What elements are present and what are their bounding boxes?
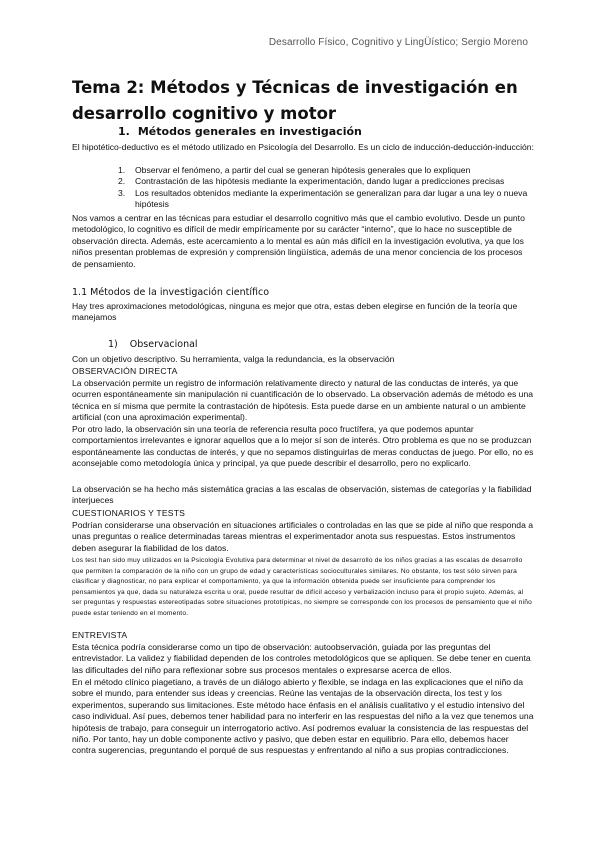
paragraph: Con un objetivo descriptivo. Su herramienta, valga la redundancia, es la observación: [72, 354, 395, 364]
chapter-title: Tema 2: Métodos y Técnicas de investigación en desarrollo cognitivo y motor: [72, 78, 518, 123]
section-number: 1.: [118, 125, 130, 138]
list-number: 2.: [118, 176, 126, 187]
method-number: 1): [108, 339, 118, 350]
paragraph: La observación se ha hecho más sistemática gracias a las escalas de observación, sistemas de categorías y la fiabilidad interjueces: [72, 484, 532, 506]
paragraph: La observación permite un registro de información relativamente directo y natural de las conductas de interés, ya que ocurren espontáneamente sin manipulación ni cuantificación de lo observado. La observación además de método es una técnica en sí misma que permite la contrastación de hipótesis. Esta puede darse en un ambiente natural o un ambiente artificial (con una aproximación experimental).: [72, 378, 534, 423]
list-item: [118, 176, 538, 187]
list-number: 3.: [118, 187, 126, 198]
running-header: Desarrollo Físico, Cognitivo y LingÜístico; Sergio Moreno: [268, 37, 528, 48]
subheading-direct-observation: OBSERVACIÓN DIRECTA: [72, 366, 178, 376]
section-intro: El hipotético-deductivo es el método utilizado en Psicología del Desarrollo. Es un ciclo de inducción-deducción-inducción:: [72, 142, 534, 152]
subsection-heading: 1.1 Métodos de la investigación científico: [72, 287, 270, 298]
small-print-paragraph: Los test han sido muy utilizados en la Psicología Evolutiva para determinar el nivel de desarrollo de los niños gracias a las escalas de desarrollo que permiten la comparación de la niño con un grupo de edad y características socioculturales similares. No obstante, los test sólo sirven para clasificar y diagnosticar, no para explicar el comportamiento, ya que la información obtenida puede ser insuficiente para comprender los pensamientos ya que, dada su naturaleza escrita u oral, puede resultar de difícil acceso y verbalización incluso para el propio sujeto. Además, al ser preguntas y respuestas estereotipadas sobre situaciones prototípicas, no siempre se corresponde con los procesos de pensamiento que el niño puede estar teniendo en el momento.: [72, 557, 533, 617]
method-heading: [108, 339, 198, 350]
subheading-questionnaires: CUESTIONARIOS Y TESTS: [72, 508, 186, 518]
paragraph: Esta técnica podría considerarse como un tipo de observación: autoobservación, guiada por las preguntas del entrevistador. La validez y fiabilidad dependen de los controles metodológicos que se apliquen. Se debe tener en cuenta las dificultades del niño para reflexionar sobre sus procesos mentales o expresarse acerca de ellos.: [72, 642, 531, 675]
paragraph: Podrían considerarse una observación en situaciones artificiales o controladas en las que se pide al niño que responda a unas preguntas o realice determinadas tareas mientras el experimentador anota sus respuestas. Estos instrumentos deben asegurar la fiabilidad de los datos.: [72, 520, 534, 553]
list-number: 1.: [118, 165, 126, 175]
list-text: Los resultados obtenidos mediante la experimentación se generalizan para dar lugar a una ley o nueva hipótesis: [135, 187, 528, 210]
paragraph: Por otro lado, la observación sin una teoría de referencia resulta poco fructífera, ya que podemos apuntar comportamientos irrelevantes e ignorar aquellos que a lo mejor sí son de interés. Otro problema es que no se produzcan espontáneamente las conductas de interés, y que no sepamos distinguirlas de meras conductas de juego. Por ello, no es aconsejable como metodología única y principal, ya que puede describir el desarrollo, pero no explicarlo.: [72, 424, 534, 469]
list-item: [118, 165, 538, 176]
method-heading-text: Observacional: [129, 339, 198, 350]
section-heading-text: Métodos generales en investigación: [137, 125, 362, 138]
section-heading-1: [118, 125, 362, 138]
paragraph: En el método clínico piagetiano, a través de un diálogo abierto y flexible, se indaga en las explicaciones que el niño da sobre el mundo, para entender sus ideas y creencias. Reúne las ventajas de la observación directa, los test y los experimentos, superando sus limitaciones. Este método hace énfasis en el análisis cualitativo y el estudio intensivo del caso individual. Así pues, debemos tener habilidad para no interferir en las respuestas del niño a la vez que tenemos una hipótesis de trabajo, para conseguir un interrogatorio activo. Así podremos evaluar la consistencia de las respuestas del niño. Por tanto, hay un doble componente activo y pasivo, que deben estar en equilibrio. Para ello, debemos hacer contra sugerencias, preguntando el porqué de sus respuestas y enfrentando al niño a sus propias contradicciones.: [72, 677, 534, 756]
list-item: [118, 188, 538, 211]
method-steps-list: [118, 165, 538, 211]
paragraph: Hay tres aproximaciones metodológicas, ninguna es mejor que otra, estas deben elegirse en función de la teoría que manejamos: [72, 301, 518, 323]
subheading-interview: ENTREVISTA: [72, 630, 128, 640]
list-text: Contrastación de las hipótesis mediante la experimentación, dando lugar a predicciones precisas: [135, 176, 505, 187]
paragraph: Nos vamos a centrar en las técnicas para estudiar el desarrollo cognitivo más que el cambio evolutivo. Desde un punto metodológico, lo cognitivo es difícil de medir empíricamente por su carácter “interno”, que lo hace no susceptible de observación directa. Además, este acercamiento a lo mental es aún más difícil en la investigación evolutiva, ya que los niños presentan problemas de expresión y comprensión lingüística, además de una menor conciencia de los procesos de pensamiento.: [72, 213, 525, 269]
list-text: Observar el fenómeno, a partir del cual se generan hipótesis generales que lo expliquen: [135, 165, 471, 175]
